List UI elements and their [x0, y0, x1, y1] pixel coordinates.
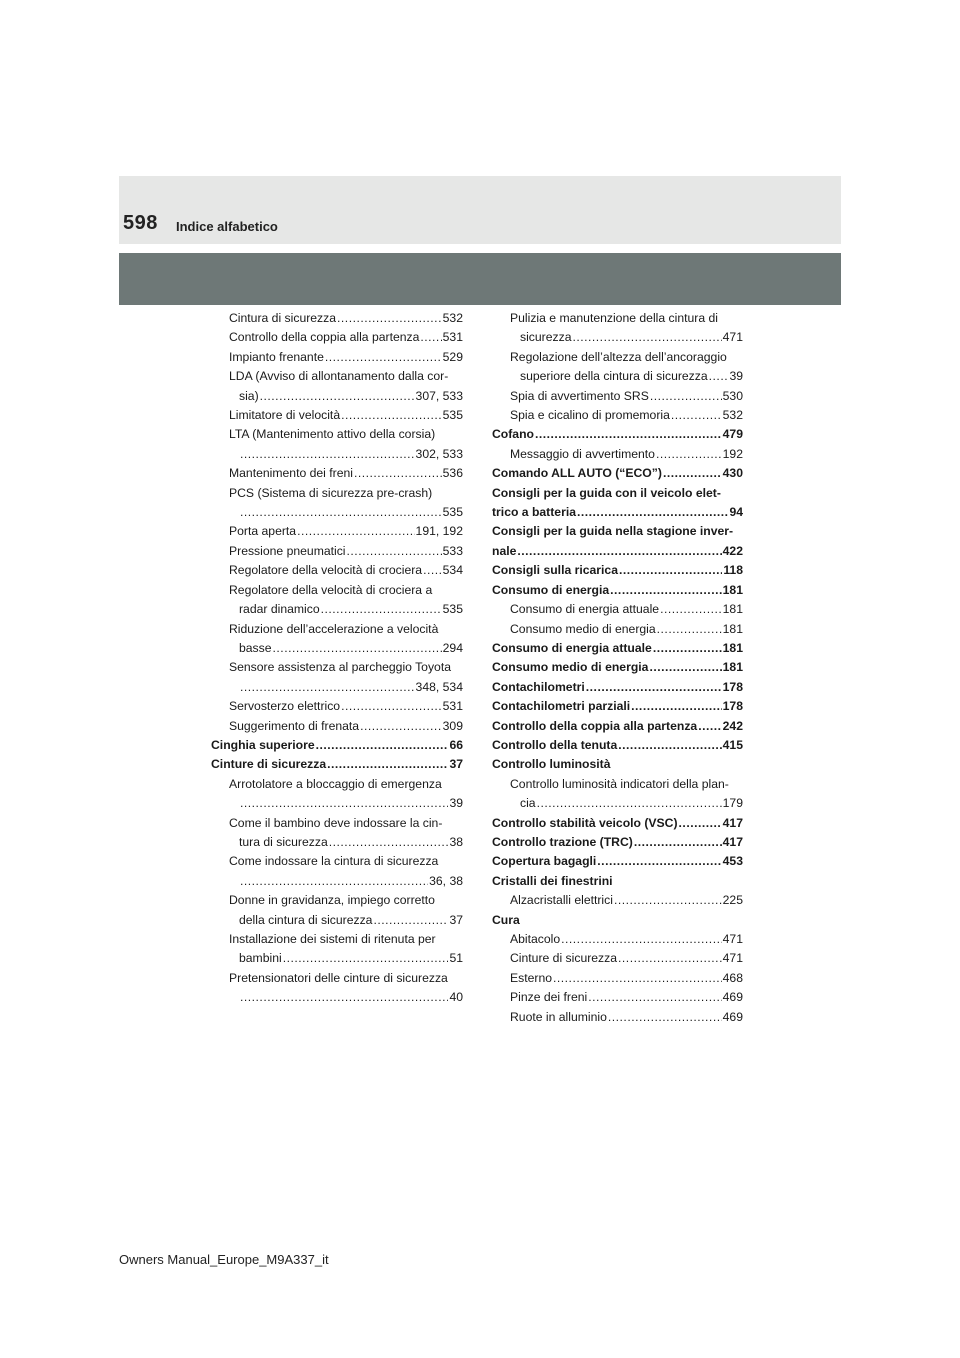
index-entry-line: LTA (Mantenimento attivo della corsia) — [229, 427, 436, 442]
dot-leader — [325, 348, 442, 367]
index-entry-page: 36, 38 — [429, 873, 463, 888]
dot-leader — [650, 387, 722, 406]
dot-leader — [360, 717, 442, 736]
index-entry-line: Riduzione dell’accelerazione a velocità — [229, 621, 439, 636]
index-entry-page: 417 — [722, 834, 743, 849]
dot-leader — [240, 794, 448, 813]
index-heading: Cristalli dei finestrini — [492, 873, 613, 888]
index-entry-page: 471 — [722, 951, 743, 966]
index-entry-term: trico a batteria — [492, 505, 576, 520]
dot-leader — [618, 736, 721, 755]
index-entry-page: 302, 533 — [415, 446, 463, 461]
header-band — [119, 253, 841, 305]
dot-leader — [423, 561, 442, 580]
index-entry — [211, 542, 463, 561]
dot-leader — [588, 988, 721, 1007]
index-entry — [492, 697, 743, 716]
dot-leader — [653, 639, 722, 658]
index-entry-page: 479 — [722, 427, 743, 442]
index-entry-page: 181 — [722, 602, 743, 617]
index-entry-page: 66 — [449, 737, 463, 752]
index-entry-page: 39 — [449, 796, 463, 811]
index-entry — [211, 484, 463, 523]
index-entry-term: Pinze dei freni — [510, 990, 588, 1005]
index-entry-term: della cintura di sicurezza — [239, 912, 373, 927]
index-entry-page: 532 — [442, 311, 463, 325]
dot-leader — [561, 930, 722, 949]
dot-leader — [597, 852, 721, 871]
page-number: 598 — [123, 212, 158, 234]
index-entry-page: 535 — [442, 505, 463, 520]
index-entry-page: 469 — [722, 1009, 743, 1024]
dot-leader — [572, 328, 721, 347]
index-entry — [492, 387, 743, 406]
index-entry-page: 38 — [449, 834, 463, 849]
index-entry — [492, 484, 743, 523]
index-entry-page: 225 — [722, 893, 743, 908]
index-entry-page: 430 — [722, 466, 743, 481]
index-entry-term: sicurezza — [520, 330, 572, 345]
index-entry — [211, 814, 463, 853]
index-entry-page: 39 — [729, 369, 743, 384]
index-entry — [492, 872, 743, 891]
dot-leader — [649, 658, 721, 677]
index-entry-page: 530 — [722, 388, 743, 403]
index-entry — [211, 697, 463, 716]
index-entry-page: 535 — [442, 602, 463, 617]
index-entry-page: 531 — [442, 330, 463, 345]
index-entry — [492, 891, 743, 910]
index-entry-line: Consigli per la guida nella stagione inver- — [492, 524, 734, 539]
index-entry-line: Donne in gravidanza, impiego corretto — [229, 893, 435, 908]
index-entry-line: Come il bambino deve indossare la cin- — [229, 815, 443, 830]
index-entry — [492, 600, 743, 619]
index-heading: Controllo luminosità — [492, 757, 611, 772]
index-entry — [211, 891, 463, 930]
index-entry-term: sia) — [239, 388, 259, 403]
dot-leader — [316, 736, 449, 755]
index-entry-page: 348, 534 — [415, 679, 463, 694]
index-entry-term: basse — [239, 640, 272, 655]
index-entry — [492, 348, 743, 387]
index-entry-term: Alzacristalli elettrici — [510, 893, 613, 908]
dot-leader — [537, 794, 722, 813]
dot-leader — [663, 464, 722, 483]
index-entry-term: bambini — [239, 951, 282, 966]
index-entry — [492, 988, 743, 1007]
index-entry-page: 415 — [722, 737, 743, 752]
index-entry-line: Regolatore della velocità di crociera a — [229, 582, 433, 597]
index-entry-page: 469 — [722, 990, 743, 1005]
index-entry — [211, 328, 463, 347]
dot-leader — [420, 328, 441, 347]
index-entry-page: 181 — [722, 621, 743, 636]
index-entry-page: 178 — [722, 679, 743, 694]
index-entry-line: Controllo luminosità indicatori della plan- — [510, 776, 729, 791]
index-entry-page: 37 — [449, 757, 463, 772]
index-entry-page: 536 — [442, 466, 463, 481]
index-entry — [211, 852, 463, 891]
dot-leader — [608, 1008, 722, 1027]
index-entry-page: 118 — [723, 563, 743, 578]
dot-leader — [535, 425, 722, 444]
index-entry-page: 179 — [722, 796, 743, 811]
index-entry-page: 531 — [442, 699, 463, 714]
dot-leader — [273, 639, 442, 658]
index-entry-term: Suggerimento di frenata — [229, 718, 360, 733]
dot-leader — [618, 949, 722, 968]
dot-leader — [240, 678, 415, 697]
index-entry — [211, 522, 463, 541]
index-entry — [492, 736, 743, 755]
index-entry — [492, 522, 743, 561]
index-entry — [492, 425, 743, 444]
dot-leader — [577, 503, 728, 522]
dot-leader — [240, 503, 442, 522]
index-entry — [211, 930, 463, 969]
index-entry — [211, 425, 463, 464]
index-entry — [211, 464, 463, 483]
index-entry — [211, 620, 463, 659]
index-entry-page: 178 — [722, 699, 743, 714]
index-entry — [492, 445, 743, 464]
dot-leader — [657, 620, 722, 639]
index-entry-page: 191, 192 — [415, 524, 463, 539]
index-entry-term: Regolatore della velocità di crociera — [229, 563, 423, 578]
index-entry-page: 529 — [442, 349, 463, 364]
index-entry-term: Pressione pneumatici — [229, 543, 346, 558]
index-entry-line: Come indossare la cintura di sicurezza — [229, 854, 439, 869]
index-entry-term: Cinghia superiore — [211, 737, 315, 752]
index-entry-term: Consumo di energia — [492, 582, 610, 597]
index-entry-line: Pulizia e manutenzione della cintura di — [510, 311, 718, 325]
index-entry — [492, 620, 743, 639]
index-entry-term: Consumo medio di energia — [510, 621, 656, 636]
index-entry-line: Sensore assistenza al parcheggio Toyota — [229, 660, 451, 675]
index-entry — [492, 814, 743, 833]
index-entry-term: Porta aperta — [229, 524, 297, 539]
index-entry — [492, 678, 743, 697]
index-entry-term: Cofano — [492, 427, 534, 442]
index-entry-page: 309 — [442, 718, 463, 733]
dot-leader — [327, 755, 448, 774]
index-entry-term: Spia di avvertimento SRS — [510, 388, 649, 403]
dot-leader — [553, 969, 722, 988]
index-entry-term: Contachilometri parziali — [492, 699, 631, 714]
index-entry-term: Comando ALL AUTO (“ECO”) — [492, 466, 662, 481]
index-entry-page: 192 — [722, 446, 743, 461]
index-entry-term: Consumo di energia attuale — [510, 602, 660, 617]
dot-leader — [586, 678, 722, 697]
index-entry — [211, 969, 463, 1008]
dot-leader — [329, 833, 449, 852]
dot-leader — [240, 872, 428, 891]
index-entry-page: 294 — [442, 640, 463, 655]
index-entry-term: Servosterzo elettrico — [229, 699, 341, 714]
index-entry-term: superiore della cintura di sicurezza — [520, 369, 708, 384]
document-footer: Owners Manual_Europe_M9A337_it — [119, 1252, 329, 1267]
index-entry-term: Consumo medio di energia — [492, 660, 649, 675]
dot-leader — [341, 406, 442, 425]
index-entry-term: Consigli sulla ricarica — [492, 563, 618, 578]
index-entry-term: Ruote in alluminio — [510, 1009, 607, 1024]
index-entry — [492, 464, 743, 483]
index-entry-term: Controllo della coppia alla partenza — [229, 330, 420, 345]
index-entry-page: 422 — [722, 543, 743, 558]
index-entry-page: 181 — [722, 640, 743, 655]
dot-leader — [660, 600, 722, 619]
dot-leader — [240, 988, 448, 1007]
index-entry-term: Mantenimento dei freni — [229, 466, 353, 481]
dot-leader — [341, 697, 442, 716]
index-entry-term: Controllo della tenuta — [492, 737, 618, 752]
index-entry — [211, 775, 463, 814]
index-entry-page: 532 — [722, 408, 743, 423]
index-entry — [492, 949, 743, 968]
index-entry-line: LDA (Avviso di allontanamento dalla cor- — [229, 369, 449, 384]
dot-leader — [614, 891, 722, 910]
dot-leader — [240, 445, 415, 464]
index-entry — [211, 406, 463, 425]
index-entry-page: 37 — [449, 912, 463, 927]
index-entry — [492, 852, 743, 871]
index-entry-page: 40 — [449, 990, 463, 1005]
index-entry — [211, 658, 463, 697]
dot-leader — [354, 464, 442, 483]
index-entry — [211, 348, 463, 367]
index-entry-line: Consigli per la guida con il veicolo elet- — [492, 485, 721, 500]
index-entry-term: Consumo di energia attuale — [492, 640, 652, 655]
index-entry — [492, 561, 743, 580]
index-entry-term: Impianto frenante — [229, 349, 324, 364]
index-entry-page: 534 — [442, 563, 463, 578]
index-entry-term: Abitacolo — [510, 932, 561, 946]
dot-leader — [671, 406, 722, 425]
index-entry-term: Controllo trazione (TRC) — [492, 834, 633, 849]
index-entry-term: Limitatore di velocità — [229, 408, 341, 423]
index-entry-term: Cinture di sicurezza — [211, 757, 327, 772]
index-entry — [492, 930, 743, 949]
index-entry-term: Copertura bagagli — [492, 854, 597, 869]
index-entry-page: 533 — [442, 543, 463, 558]
index-entry-page: 471 — [722, 932, 743, 946]
index-entry-term: cia — [520, 796, 536, 811]
index-entry-page: 468 — [722, 970, 743, 985]
index-entry-page: 181 — [722, 660, 743, 675]
index-entry-page: 535 — [442, 408, 463, 423]
index-entry — [211, 309, 463, 328]
index-entry-page: 181 — [722, 582, 743, 597]
dot-leader — [283, 949, 449, 968]
dot-leader — [347, 542, 442, 561]
index-heading: Cura — [492, 912, 520, 927]
index-entry-line: Pretensionatori delle cinture di sicurezza — [229, 970, 448, 985]
dot-leader — [373, 911, 448, 930]
index-entry-term: Cintura di sicurezza — [229, 311, 337, 325]
index-entry-term: Controllo della coppia alla partenza — [492, 718, 698, 733]
dot-leader — [297, 522, 414, 541]
index-entry-term: Contachilometri — [492, 679, 585, 694]
index-entry — [492, 717, 743, 736]
index-entry-page: 417 — [722, 815, 743, 830]
dot-leader — [619, 561, 722, 580]
index-entry-line: PCS (Sistema di sicurezza pre-crash) — [229, 485, 433, 500]
dot-leader — [321, 600, 442, 619]
index-entry — [492, 833, 743, 852]
dot-leader — [517, 542, 721, 561]
index-entry — [492, 309, 743, 348]
index-entry — [492, 969, 743, 988]
index-entry — [211, 367, 463, 406]
index-entry-page: 453 — [722, 854, 743, 869]
dot-leader — [679, 814, 722, 833]
index-entry-term: Esterno — [510, 970, 553, 985]
index-entry — [492, 1008, 743, 1027]
index-entry — [492, 911, 743, 930]
index-entry — [211, 736, 463, 755]
index-entry-term: nale — [492, 543, 517, 558]
dot-leader — [337, 309, 442, 328]
index-entry-term: Controllo stabilità veicolo (VSC) — [492, 815, 678, 830]
index-entry-term: Spia e cicalino di promemoria — [510, 408, 670, 423]
section-title: Indice alfabetico — [176, 219, 278, 234]
index-entry-page: 307, 533 — [415, 388, 463, 403]
index-entry — [492, 406, 743, 425]
index-entry-page: 471 — [722, 330, 743, 345]
index-entry — [211, 561, 463, 580]
dot-leader — [634, 833, 722, 852]
index-entry — [211, 717, 463, 736]
index-column-left — [211, 309, 463, 1008]
index-entry-page: 242 — [722, 718, 743, 733]
index-entry — [492, 639, 743, 658]
dot-leader — [709, 367, 729, 386]
index-entry-term: radar dinamico — [239, 602, 320, 617]
index-entry-term: Messaggio di avvertimento — [510, 446, 655, 461]
dot-leader — [610, 581, 722, 600]
index-entry-page: 94 — [729, 505, 743, 520]
dot-leader — [698, 717, 721, 736]
index-entry — [492, 755, 743, 774]
index-entry-line: Installazione dei sistemi di ritenuta per — [229, 932, 436, 946]
dot-leader — [260, 387, 415, 406]
index-entry — [211, 581, 463, 620]
index-entry-page: 51 — [449, 951, 463, 966]
index-entry — [492, 775, 743, 814]
index-column-right — [492, 309, 743, 1027]
index-entry-term: tura di sicurezza — [239, 834, 328, 849]
index-entry — [211, 755, 463, 774]
index-entry — [492, 658, 743, 677]
index-entry — [492, 581, 743, 600]
index-entry-line: Arrotolatore a bloccaggio di emergenza — [229, 776, 442, 791]
index-entry-line: Regolazione dell’altezza dell’ancoraggio — [510, 349, 727, 364]
dot-leader — [631, 697, 722, 716]
dot-leader — [656, 445, 722, 464]
index-entry-term: Cinture di sicurezza — [510, 951, 618, 966]
